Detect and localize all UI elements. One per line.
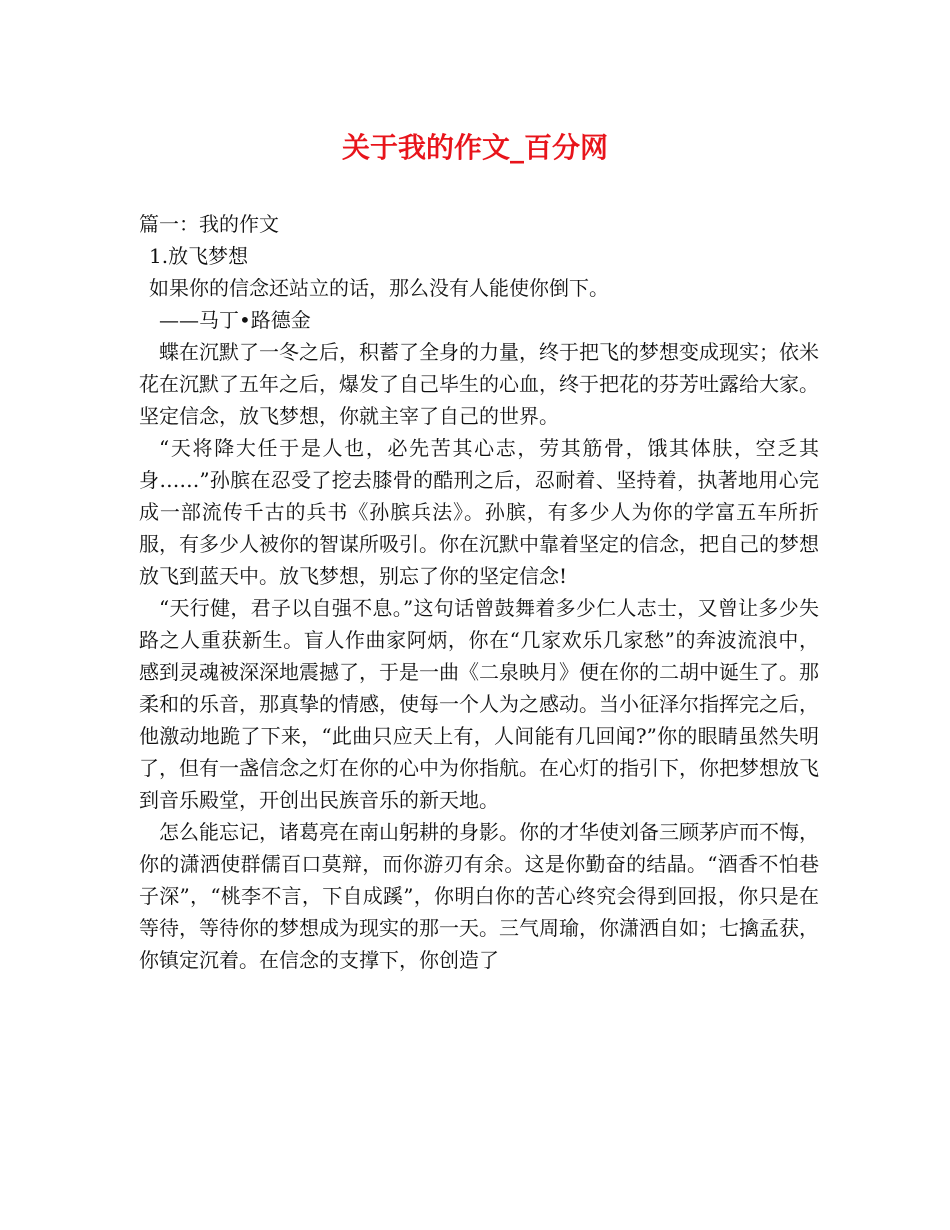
paragraph-2: “天将降大任于是人也，必先苦其心志，劳其筋骨，饿其体肤，空乏其身……”孙膑在忍受了挖去膝骨的酷刑之后，忍耐着、坚持着，执著地用心完成一部流传千古的兵书《孙膑兵法》。孙膑，有多少人为你的学富五车所折服，有多少人被你的智谋所吸引。你在沉默中靠着坚定的信念，把自己的梦想放飞到蓝天中。放飞梦想，别忘了你的坚定信念! (139, 436, 819, 588)
paragraph-3: “天行健，君子以自强不息。”这句话曾鼓舞着多少仁人志士，又曾让多少失路之人重获新生。盲人作曲家阿炳，你在“几家欢乐几家愁”的奔波流浪中，感到灵魂被深深地震撼了，于是一曲《二泉映月》便在你的二胡中诞生了。那柔和的乐音，那真挚的情感，使每一个人为之感动。当小征泽尔指挥完之后，他激动地跪了下来，“此曲只应天上有，人间能有几回闻?”你的眼睛虽然失明了，但有一盏信念之灯在你的心中为你指航。在心灯的指引下，你把梦想放飞到音乐殿堂，开创出民族音乐的新天地。 (139, 596, 819, 812)
epigraph-author: ——马丁•路德金 (159, 308, 311, 332)
item-heading: 1.放飞梦想 (149, 244, 249, 268)
epigraph-quote: 如果你的信念还站立的话，那么没有人能使你倒下。 (149, 276, 609, 300)
section-heading: 篇一：我的作文 (139, 212, 279, 236)
paragraph-4: 怎么能忘记，诸葛亮在南山躬耕的身影。你的才华使刘备三顾茅庐而不悔，你的潇洒使群儒百口莫辩，而你游刃有余。这是你勤奋的结晶。“酒香不怕巷子深”，“桃李不言，下自成蹊”，你明白你的苦心终究会得到回报，你只是在等待，等待你的梦想成为现实的那一天。三气周瑜，你潇洒自如；七擒孟获，你镇定沉着。在信念的支撑下，你创造了 (139, 820, 819, 972)
document-body (139, 208, 819, 976)
paragraph-1: 蝶在沉默了一冬之后，积蓄了全身的力量，终于把飞的梦想变成现实；依米花在沉默了五年之后，爆发了自己毕生的心血，终于把花的芬芳吐露给大家。坚定信念，放飞梦想，你就主宰了自己的世界。 (139, 340, 819, 428)
document-title: 关于我的作文_百分网 (341, 131, 608, 164)
